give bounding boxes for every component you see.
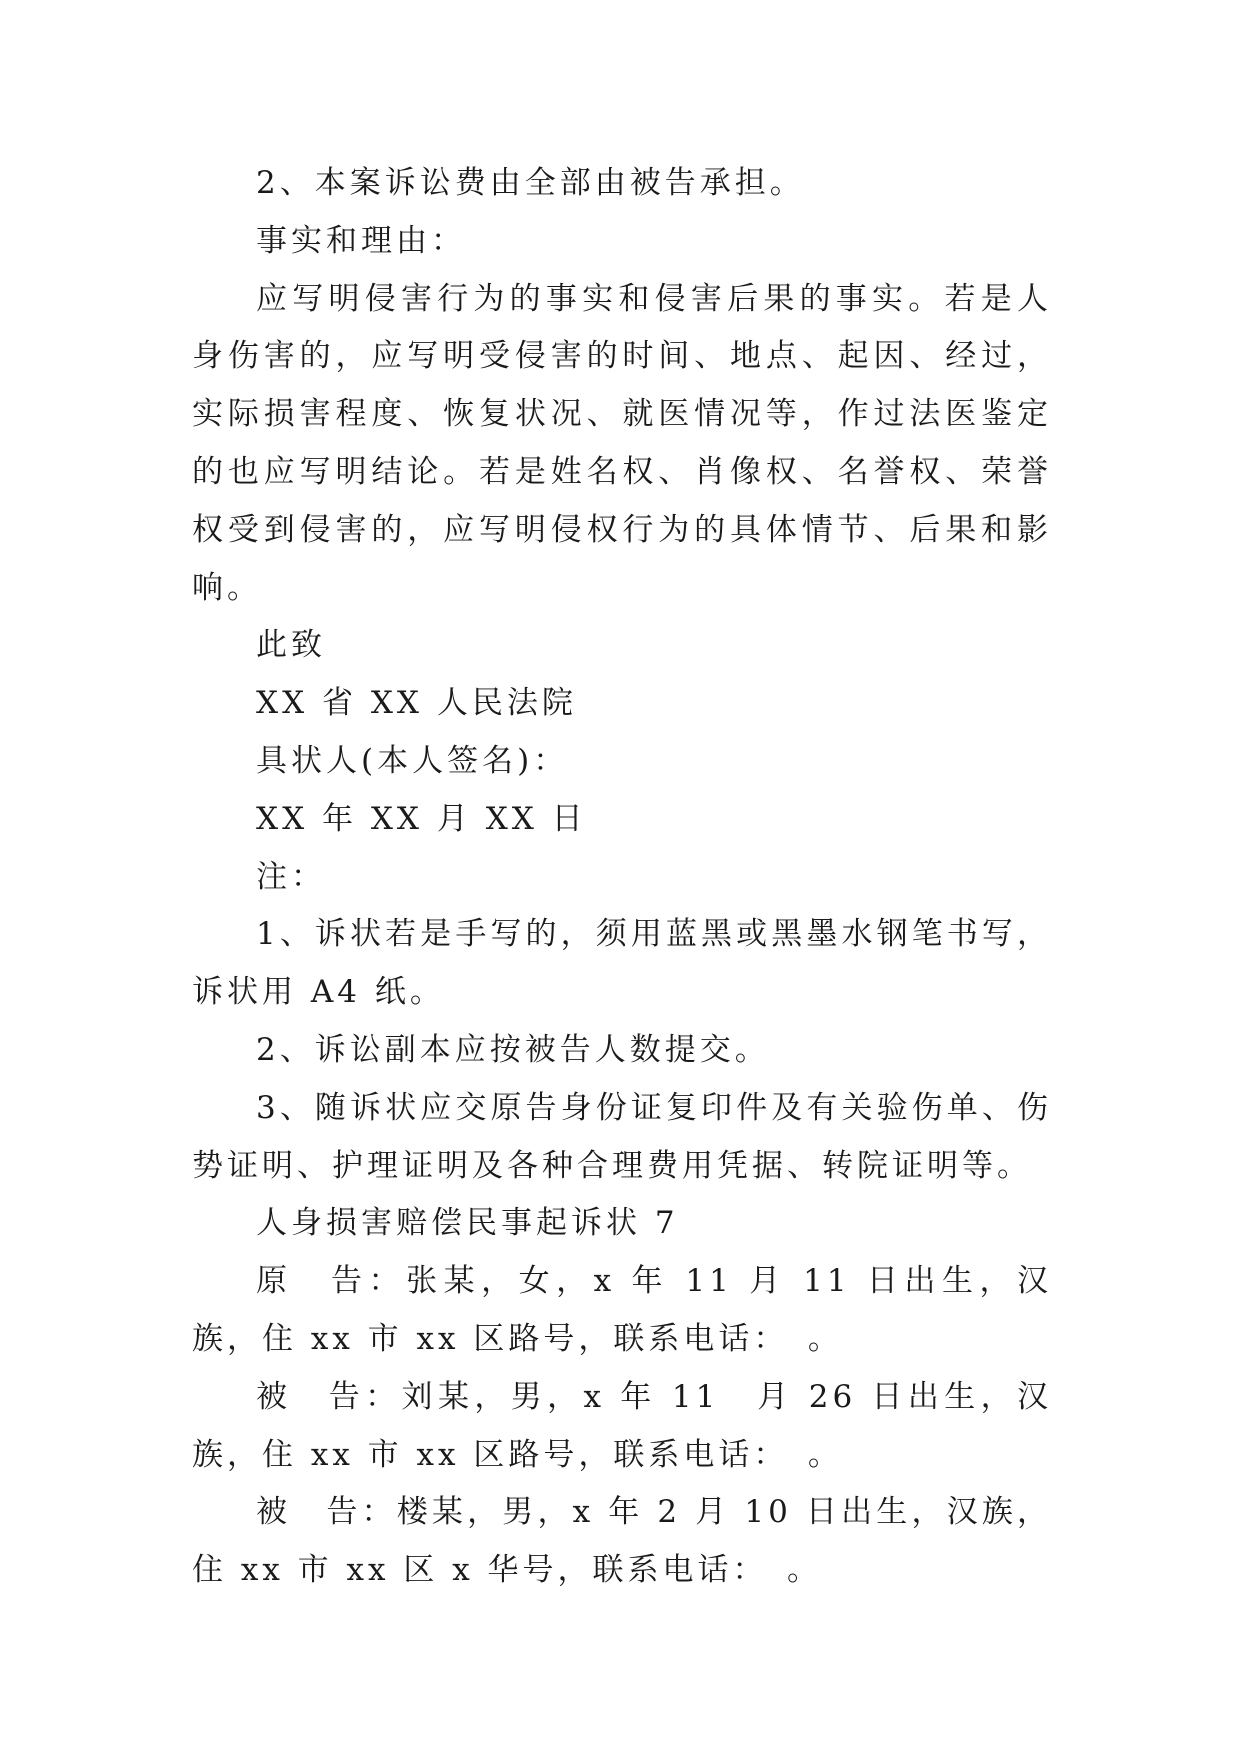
signature-line: 具状人(本人签名)： [256,742,569,779]
defendant-info-2: 被 告：楼某，男，x 年 2 月 10 日出生，汉族，住 xx 市 xx 区 x 华号，联系电话： 。 [192,1494,1052,1589]
salutation: 此致 [256,627,326,664]
defendant-info-1: 被 告：刘某，男，x 年 11 月 26 日出生，汉族，住 xx 市 xx 区路号，联系电话： 。 [192,1378,1052,1473]
notes-heading: 注： [256,858,326,895]
section-title: 人身损害赔偿民事起诉状 7 [256,1205,679,1242]
note-item-2: 2、诉讼副本应按被告人数提交。 [256,1031,770,1068]
note-item-1: 1、诉状若是手写的，须用蓝黑或黑墨水钢笔书写，诉状用 A4 纸。 [192,916,1052,1011]
court-name: XX 省 XX 人民法院 [256,685,577,722]
facts-paragraph: 应写明侵害行为的事实和侵害后果的事实。若是人身伤害的，应写明受侵害的时间、地点、起因、经过，实际损害程度、恢复状况、就医情况等，作过法医鉴定的也应写明结论。若是姓名权、肖像权、名誉权、荣誉权受到侵害的，应写明侵权行为的具体情节、后果和影响。 [192,280,1052,606]
note-item-3: 3、随诉状应交原告身份证复印件及有关验伤单、伤势证明、护理证明及各种合理费用凭据、转院证明等。 [192,1089,1052,1184]
plaintiff-info: 原 告：张某，女，x 年 11 月 11 日出生，汉族，住 xx 市 xx 区路号，联系电话： 。 [192,1263,1052,1357]
claim-item-2: 2、本案诉讼费由全部由被告承担。 [256,165,805,201]
document-body [192,155,1052,1600]
date-line: XX 年 XX 月 XX 日 [256,800,587,837]
facts-heading: 事实和理由： [256,222,466,259]
